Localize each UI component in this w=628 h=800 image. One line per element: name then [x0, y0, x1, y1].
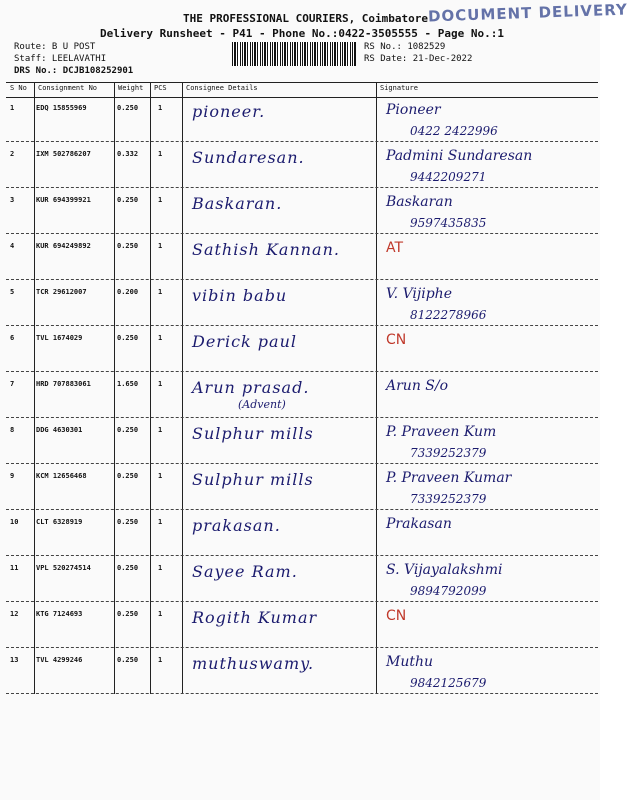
weight-value: 0.250	[117, 242, 139, 250]
pcs-value: 1	[158, 104, 163, 112]
recipient-phone: 7339252379	[410, 446, 487, 460]
consignee-name: Rogith Kumar	[192, 608, 318, 627]
serial-number: 6	[10, 334, 15, 342]
table-row	[6, 234, 598, 280]
weight-value: 0.250	[117, 518, 139, 526]
recipient-signature: Pioneer	[386, 102, 441, 118]
consignment-number: VPL 520274514	[36, 564, 91, 572]
consignee-name: Sulphur mills	[192, 470, 314, 489]
table-row	[6, 280, 598, 326]
consignment-number: HRD 707883061	[36, 380, 91, 388]
serial-number: 3	[10, 196, 15, 204]
consignment-number: TVL 1674029	[36, 334, 83, 342]
weight-value: 0.250	[117, 104, 139, 112]
table-row	[6, 556, 598, 602]
weight-value: 0.250	[117, 564, 139, 572]
recipient-signature: Muthu	[386, 654, 434, 670]
recipient-signature: P. Praveen Kumar	[386, 470, 512, 486]
serial-number: 2	[10, 150, 15, 158]
consignee-name: Sathish Kannan.	[192, 240, 340, 259]
pcs-value: 1	[158, 656, 163, 664]
consignment-number: KCM 12656468	[36, 472, 87, 480]
consignment-number: TVL 4299246	[36, 656, 83, 664]
table-row	[6, 510, 598, 556]
consignee-name: Sundaresan.	[192, 148, 305, 167]
table-row	[6, 418, 598, 464]
recipient-phone: 9597435835	[410, 216, 487, 230]
pcs-value: 1	[158, 426, 163, 434]
consignee-name: Sayee Ram.	[192, 562, 298, 581]
serial-number: 5	[10, 288, 15, 296]
serial-number: 7	[10, 380, 15, 388]
table-row	[6, 96, 598, 142]
pcs-value: 1	[158, 196, 163, 204]
consignment-number: EDQ 15855969	[36, 104, 87, 112]
weight-value: 0.250	[117, 196, 139, 204]
recipient-signature: CN	[386, 608, 407, 624]
recipient-signature: CN	[386, 332, 407, 348]
weight-value: 0.250	[117, 334, 139, 342]
serial-number: 10	[10, 518, 19, 526]
table-row	[6, 372, 598, 418]
recipient-phone: 9894792099	[410, 584, 487, 598]
consignment-number: DDG 4630301	[36, 426, 83, 434]
pcs-value: 1	[158, 334, 163, 342]
pcs-value: 1	[158, 472, 163, 480]
consignment-number: IXM 502786207	[36, 150, 91, 158]
serial-number: 1	[10, 104, 15, 112]
serial-number: 9	[10, 472, 15, 480]
consignee-name: muthuswamy.	[192, 654, 315, 673]
recipient-signature: P. Praveen Kum	[386, 424, 497, 440]
recipient-phone: 8122278966	[410, 308, 487, 322]
consignment-number: KUR 694249892	[36, 242, 91, 250]
weight-value: 1.650	[117, 380, 139, 388]
weight-value: 0.332	[117, 150, 139, 158]
runsheet-subtitle: Delivery Runsheet - P41 - Phone No.:0422-3505555 - Page No.:1	[100, 27, 504, 40]
table-row	[6, 602, 598, 648]
pcs-value: 1	[158, 564, 163, 572]
table-row	[6, 188, 598, 234]
recipient-phone: 0422 2422996	[410, 124, 498, 138]
row-separator	[6, 693, 598, 694]
recipient-signature: Padmini Sundaresan	[386, 148, 533, 164]
recipient-phone: 9442209271	[410, 170, 487, 184]
recipient-signature: AT	[386, 240, 404, 256]
recipient-signature: V. Vijiphe	[386, 286, 452, 302]
consignment-number: CLT 6328919	[36, 518, 83, 526]
drs-number: DRS No.: DCJB108252901	[14, 66, 134, 76]
pcs-value: 1	[158, 150, 163, 158]
serial-number: 11	[10, 564, 19, 572]
consignee-name: Sulphur mills	[192, 424, 314, 443]
pcs-value: 1	[158, 610, 163, 618]
weight-value: 0.200	[117, 288, 139, 296]
consignee-name: Derick paul	[192, 332, 298, 351]
consignee-name: pioneer.	[192, 102, 266, 121]
weight-value: 0.250	[117, 472, 139, 480]
serial-number: 13	[10, 656, 19, 664]
pcs-value: 1	[158, 518, 163, 526]
weight-value: 0.250	[117, 610, 139, 618]
consignment-number: KTG 7124693	[36, 610, 83, 618]
route-label: Route: B U POST	[14, 42, 96, 52]
barcode	[232, 42, 356, 66]
rs-date: RS Date: 21-Dec-2022	[364, 54, 473, 64]
recipient-signature: Arun S/o	[386, 378, 449, 394]
document-delivery-stamp: DOCUMENT DELIVERY	[427, 0, 628, 26]
consignee-name: Arun prasad.	[192, 378, 310, 397]
col-sno-header: S No	[10, 84, 27, 92]
table-row	[6, 326, 598, 372]
staff-label: Staff: LEELAVATHI	[14, 54, 107, 64]
consignee-name: vibin babu	[192, 286, 288, 305]
pcs-value: 1	[158, 288, 163, 296]
company-title: THE PROFESSIONAL COURIERS, Coimbatore	[183, 12, 429, 25]
pcs-value: 1	[158, 242, 163, 250]
weight-value: 0.250	[117, 656, 139, 664]
col-consignee-header: Consignee Details	[186, 84, 258, 92]
serial-number: 4	[10, 242, 15, 250]
col-consignment-header: Consignment No	[38, 84, 98, 92]
serial-number: 8	[10, 426, 15, 434]
col-pcs-header: PCS	[154, 84, 167, 92]
consignee-name: prakasan.	[192, 516, 281, 535]
serial-number: 12	[10, 610, 19, 618]
table-row	[6, 648, 598, 694]
table-row	[6, 142, 598, 188]
recipient-signature: S. Vijayalakshmi	[386, 562, 503, 578]
recipient-phone: 9842125679	[410, 676, 487, 690]
consignment-number: TCR 29612007	[36, 288, 87, 296]
weight-value: 0.250	[117, 426, 139, 434]
recipient-phone: 7339252379	[410, 492, 487, 506]
col-signature-header: Signature	[380, 84, 418, 92]
col-weight-header: Weight	[118, 84, 144, 92]
consignee-note: (Advent)	[238, 398, 286, 411]
recipient-signature: Prakasan	[386, 516, 452, 532]
pcs-value: 1	[158, 380, 163, 388]
consignee-name: Baskaran.	[192, 194, 283, 213]
recipient-signature: Baskaran	[386, 194, 453, 210]
table-row	[6, 464, 598, 510]
rs-number: RS No.: 1082529	[364, 42, 446, 52]
consignment-number: KUR 694399921	[36, 196, 91, 204]
